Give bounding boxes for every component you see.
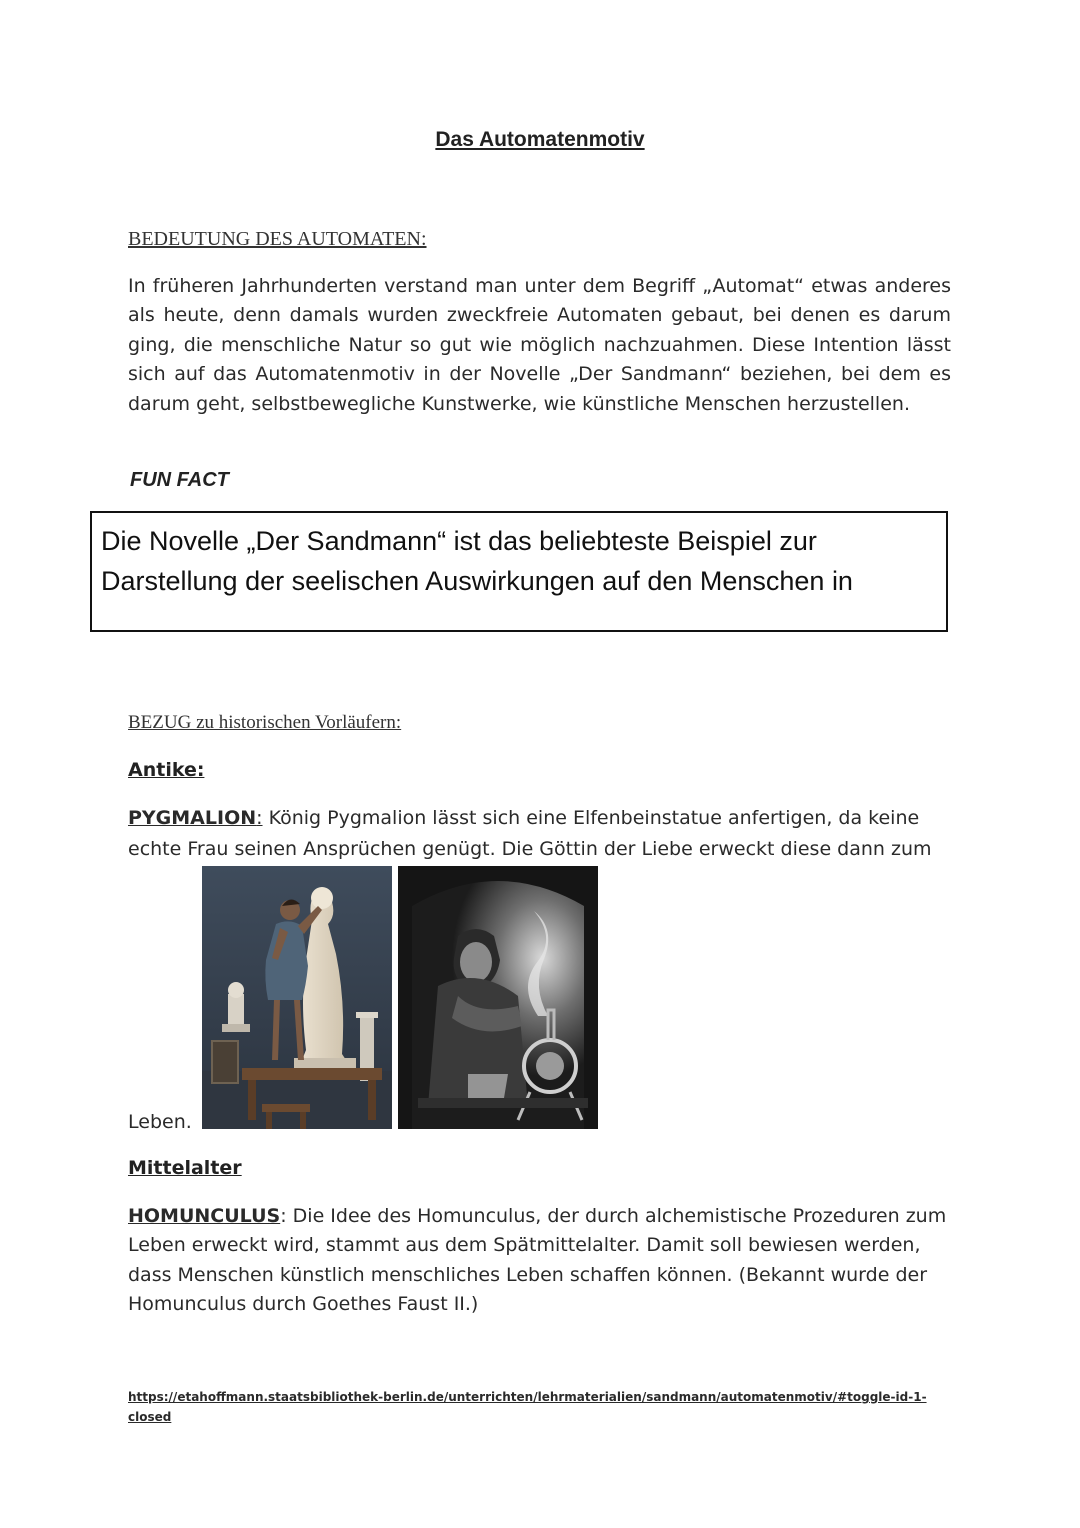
- paragraph-homunculus: [128, 1202, 958, 1320]
- section-heading-bedeutung: BEDEUTUNG DES AUTOMATEN:: [128, 228, 427, 250]
- pygmalion-line-2: echte Frau seinen Ansprüchen genügt. Die Göttin der Liebe erweckt diese dann zum: [128, 838, 932, 860]
- funfact-box: [90, 511, 948, 632]
- subheading-antike: Antike:: [128, 759, 205, 781]
- pygmalion-illustration: [202, 866, 392, 1129]
- paragraph-bedeutung: In früheren Jahrhunderten verstand man unter dem Begriff „Automat“ etwas anderes als heute, denn damals wurden zweckfreie Automaten gebaut, bei denen es darum ging, die menschliche Natur so gut wie möglich nachzuahmen. Diese Intention lässt sich auf das Automatenmotiv in der Novelle „Der Sandmann“ beziehen, bei dem es darum geht, selbstbewegliche Kunstwerke, wie künstliche Menschen herzustellen.: [128, 275, 951, 415]
- source-link[interactable]: [128, 1387, 927, 1427]
- keyword-homunculus: HOMUNCULUS: [128, 1205, 281, 1227]
- homunculus-text: : Die Idee des Homunculus, der durch alchemistische Prozeduren zum Leben erweckt wird, stammt aus dem Spätmittelalter. Damit soll bewiesen werden, dass Menschen künstlich menschliches Leben schaffen können. (Bekannt wurde der Homunculus durch Goethes Faust II.): [128, 1205, 947, 1316]
- document-title: Das Automatenmotiv: [435, 128, 645, 151]
- funfact-box-line-2: Darstellung der seelischen Auswirkungen auf den Menschen in: [101, 566, 853, 596]
- keyword-pygmalion-colon: :: [256, 807, 263, 829]
- pygmalion-line-1: [128, 804, 968, 833]
- pygmalion-text-1: König Pygmalion lässt sich eine Elfenbeinstatue anfertigen, da keine: [262, 807, 920, 829]
- funfact-label: FUN FACT: [130, 469, 229, 491]
- alchemist-illustration: [398, 866, 598, 1129]
- funfact-box-line-1: Die Novelle „Der Sandmann“ ist das beliebteste Beispiel zur: [101, 526, 817, 556]
- source-link-line-1[interactable]: https://etahoffmann.staatsbibliothek-berlin.de/unterrichten/lehrmaterialien/sandmann/automatenmotiv/#toggle-id-1-: [128, 1390, 927, 1404]
- source-link-line-2[interactable]: closed: [128, 1410, 172, 1424]
- pygmalion-image: [202, 866, 392, 1129]
- keyword-pygmalion: PYGMALION: [128, 807, 257, 829]
- homunculus-image: [398, 866, 598, 1129]
- subheading-mittelalter: Mittelalter: [128, 1157, 242, 1179]
- section-heading-bezug: BEZUG zu historischen Vorläufern:: [128, 712, 402, 733]
- pygmalion-line-3: Leben.: [128, 1111, 192, 1133]
